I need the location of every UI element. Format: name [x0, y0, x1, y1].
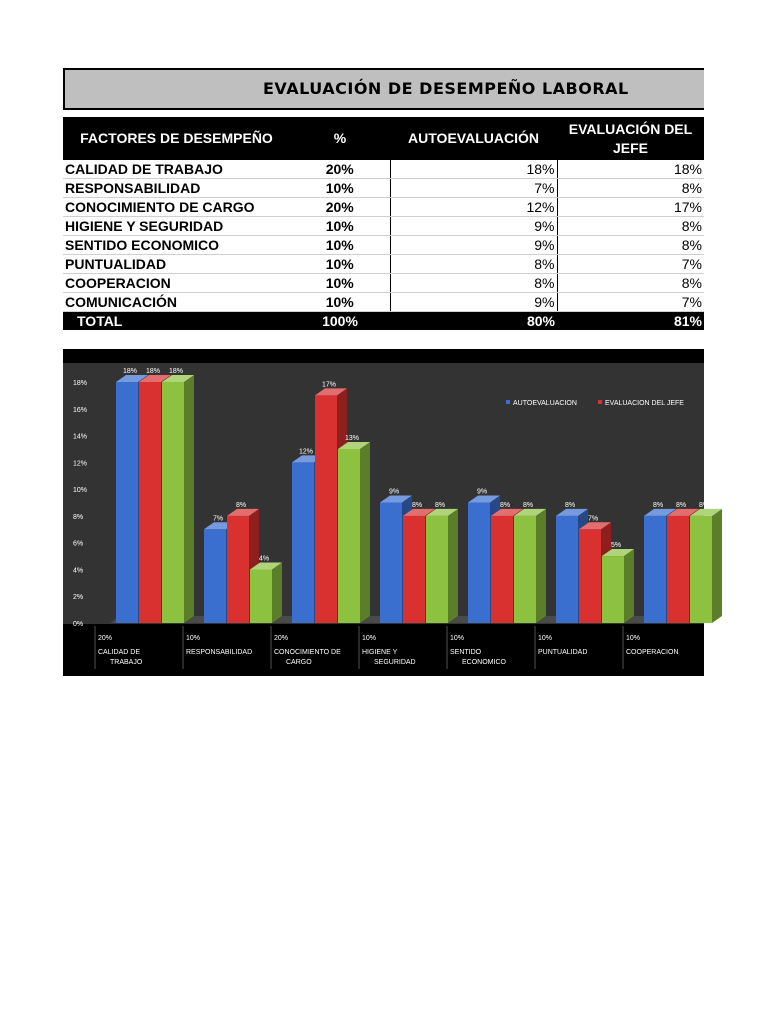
category-pct-label: 10%	[186, 635, 201, 642]
category-name-label: HIGIENE Y	[362, 649, 398, 656]
cell-auto: 9%	[390, 236, 557, 255]
category-name-label: SENTIDO	[450, 649, 482, 656]
header-pct: %	[290, 117, 390, 160]
table-row	[63, 255, 704, 274]
bar-front	[139, 382, 161, 623]
bar-side	[360, 442, 370, 623]
cell-factor: RESPONSABILIDAD	[63, 179, 290, 198]
cell-factor: CONOCIMIENTO DE CARGO	[63, 198, 290, 217]
bar-chart	[63, 349, 710, 676]
category-pct-label: 20%	[274, 635, 289, 642]
total-jefe: 81%	[557, 312, 704, 331]
cell-jefe: 8%	[557, 179, 704, 198]
cell-jefe: 8%	[557, 274, 704, 293]
table-row	[63, 217, 704, 236]
y-tick-label: 14%	[73, 433, 88, 441]
bar-side	[624, 549, 634, 623]
legend-label: AUTOEVALUACION	[513, 400, 577, 407]
bar-data-label: 5%	[610, 542, 622, 550]
bar-front	[644, 516, 666, 623]
bar-data-label: 8%	[235, 501, 247, 509]
bar-data-label: 13%	[344, 434, 360, 442]
bar-side	[536, 509, 546, 623]
cell-auto: 8%	[390, 255, 557, 274]
cell-pct: 10%	[290, 179, 390, 198]
bar-front	[162, 382, 184, 623]
bar-front	[204, 529, 226, 623]
y-tick-label: 0%	[73, 621, 84, 628]
bar-front	[116, 382, 138, 623]
cell-factor: SENTIDO ECONOMICO	[63, 236, 290, 255]
bar-front	[426, 516, 448, 623]
bar-side	[448, 509, 458, 623]
cell-jefe: 17%	[557, 198, 704, 217]
bar-front	[491, 516, 513, 623]
category-pct-label: 10%	[538, 635, 553, 642]
bar-data-label: 8%	[675, 501, 687, 509]
y-tick-label: 4%	[73, 567, 84, 575]
bar-front	[667, 516, 689, 623]
bar-data-label: 7%	[587, 515, 599, 523]
bar-data-label: 12%	[298, 448, 314, 456]
bar-data-label: 4%	[258, 555, 270, 563]
header-auto: AUTOEVALUACIÓN	[390, 117, 557, 160]
total-row	[63, 312, 704, 331]
bar-front	[602, 556, 624, 623]
bar-data-label: 9%	[388, 488, 400, 496]
bar-data-label: 7%	[212, 515, 224, 523]
bar-data-label: 9%	[476, 488, 488, 496]
cell-jefe: 8%	[557, 236, 704, 255]
y-tick-label: 18%	[73, 380, 88, 387]
bar-front	[468, 503, 490, 624]
page-title: EVALUACIÓN DE DESEMPEÑO LABORAL	[263, 79, 629, 98]
category-name-label: CALIDAD DE	[98, 649, 141, 656]
bar-front	[380, 503, 402, 624]
category-name-label: PUNTUALIDAD	[538, 649, 588, 656]
table-row	[63, 160, 704, 179]
cell-factor: COOPERACION	[63, 274, 290, 293]
y-tick-label: 16%	[73, 406, 88, 414]
cell-pct: 20%	[290, 198, 390, 217]
cell-factor: HIGIENE Y SEGURIDAD	[63, 217, 290, 236]
cell-auto: 9%	[390, 293, 557, 312]
category-name-label: SEGURIDAD	[374, 659, 416, 666]
bar-front	[690, 516, 712, 623]
total-pct: 100%	[290, 312, 390, 331]
category-name-label: CARGO	[286, 659, 312, 666]
cell-auto: 7%	[390, 179, 557, 198]
cell-pct: 10%	[290, 255, 390, 274]
table-row	[63, 236, 704, 255]
bar-data-label: 18%	[122, 368, 138, 375]
bar-front	[338, 449, 360, 623]
category-name-label: ECONOMICO	[462, 659, 506, 666]
category-name-label: COOPERACION	[626, 649, 679, 656]
cell-jefe: 7%	[557, 255, 704, 274]
bar-front	[250, 569, 272, 623]
bar-data-label: 8%	[522, 501, 534, 509]
bar-side	[712, 509, 722, 623]
table-row	[63, 274, 704, 293]
bar-front	[292, 462, 314, 623]
bar-data-label: 18%	[145, 368, 161, 375]
cell-pct: 10%	[290, 236, 390, 255]
category-pct-label: 20%	[98, 635, 113, 642]
category-pct-label: 10%	[450, 635, 465, 642]
legend-swatch	[598, 400, 602, 404]
bar-data-label: 8%	[499, 501, 511, 509]
bar-data-label: 8%	[434, 501, 446, 509]
cell-factor: CALIDAD DE TRABAJO	[63, 160, 290, 179]
header-jefe: EVALUACIÓN DEL JEFE	[557, 117, 704, 160]
table-row	[63, 179, 704, 198]
category-name-label: TRABAJO	[110, 659, 143, 666]
cell-jefe: 8%	[557, 217, 704, 236]
table-header-row	[63, 117, 704, 160]
cell-pct: 10%	[290, 217, 390, 236]
bar-data-label: 17%	[321, 381, 337, 389]
bar-data-label: 8%	[564, 501, 576, 509]
bar-front	[514, 516, 536, 623]
total-auto: 80%	[390, 312, 557, 331]
bar-front	[315, 395, 337, 623]
y-tick-label: 10%	[73, 487, 88, 495]
category-pct-label: 10%	[362, 635, 377, 642]
cell-auto: 9%	[390, 217, 557, 236]
bar-data-label: 8%	[411, 501, 423, 509]
cell-auto: 8%	[390, 274, 557, 293]
total-label: TOTAL	[63, 312, 290, 331]
y-tick-label: 8%	[73, 513, 84, 521]
category-name-label: CONOCIMIENTO DE	[274, 649, 341, 656]
bar-data-label: 8%	[652, 501, 664, 509]
bar-front	[403, 516, 425, 623]
chart-top-band	[63, 349, 704, 363]
bar-front	[556, 516, 578, 623]
category-name-label: RESPONSABILIDAD	[186, 649, 253, 656]
bar-data-label: 18%	[168, 368, 184, 375]
title-bar	[63, 68, 704, 110]
bar-data-label: 8%	[698, 501, 710, 509]
y-tick-label: 12%	[73, 460, 88, 468]
cell-factor: PUNTUALIDAD	[63, 255, 290, 274]
cell-pct: 10%	[290, 293, 390, 312]
chart-bottom-band	[63, 670, 704, 676]
cell-jefe: 7%	[557, 293, 704, 312]
header-factor: FACTORES DE DESEMPEÑO	[63, 117, 290, 160]
evaluation-table	[63, 117, 704, 330]
cell-factor: COMUNICACIÓN	[63, 293, 290, 312]
cell-pct: 10%	[290, 274, 390, 293]
cell-pct: 20%	[290, 160, 390, 179]
legend-swatch	[506, 400, 510, 404]
y-tick-label: 2%	[73, 594, 84, 602]
table-row	[63, 198, 704, 217]
cell-jefe: 18%	[557, 160, 704, 179]
bar-side	[184, 375, 194, 623]
table-row	[63, 293, 704, 312]
legend-label: EVALUACION DEL JEFE	[605, 400, 684, 407]
bar-front	[227, 516, 249, 623]
cell-auto: 18%	[390, 160, 557, 179]
bar-side	[272, 562, 282, 623]
y-tick-label: 6%	[73, 540, 84, 548]
cell-auto: 12%	[390, 198, 557, 217]
bar-front	[579, 529, 601, 623]
bar-chart-svg	[63, 349, 710, 676]
category-pct-label: 10%	[626, 635, 641, 642]
